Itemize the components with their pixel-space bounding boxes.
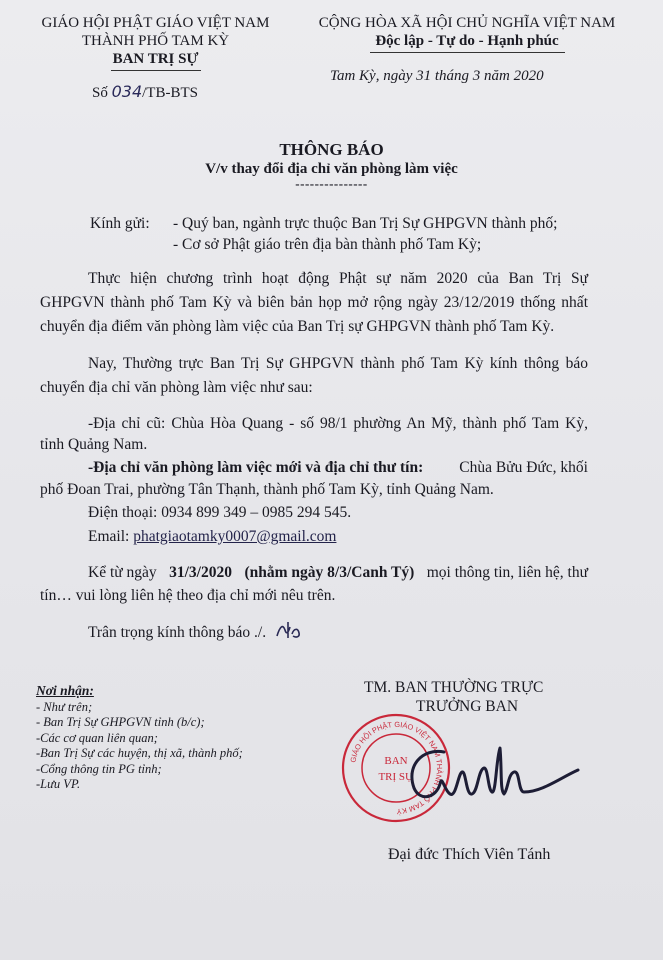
para2-line-2: chuyển địa chỉ văn phòng làm việc như sau: — [40, 379, 313, 396]
new-address-line-1 — [88, 457, 588, 478]
email-label: Email: — [88, 528, 130, 545]
old-address-line-1: -Địa chỉ cũ: Chùa Hòa Quang - số 98/1 phường An Mỹ, thành phố Tam Kỳ, — [88, 415, 588, 432]
phone-value: 0934 899 349 – 0985 294 545. — [161, 504, 352, 521]
closing-text: Trân trọng kính thông báo ./. — [88, 624, 267, 641]
state-line-1: CỘNG HÒA XÃ HỘI CHỦ NGHĨA VIỆT NAM — [318, 15, 616, 31]
issuer-line-2: THÀNH PHỐ TAM KỲ — [81, 33, 230, 49]
para3-prefix: Kể từ ngày — [88, 564, 157, 581]
distribution-item: -Lưu VP. — [36, 777, 81, 791]
new-address-label: -Địa chỉ văn phòng làm việc mới và địa chỉ thư tín: — [88, 459, 424, 476]
distribution-item: -Ban Trị Sự các huyện, thị xã, thành phố; — [36, 746, 243, 760]
signer-name: Đại đức Thích Viên Tánh — [388, 846, 551, 863]
para3-line-1 — [88, 562, 588, 583]
issuer-line-1: GIÁO HỘI PHẬT GIÁO VIỆT NAM — [41, 15, 270, 31]
document-subject: V/v thay đổi địa chỉ văn phòng làm việc — [205, 161, 458, 177]
new-address-rest: Chùa Bửu Đức, khối — [459, 459, 588, 476]
seal-ring-text: GIÁO HỘI PHẬT GIÁO VIỆT NAM THÀNH PHỐ TAM KỲ — [348, 719, 445, 817]
old-address-line-2: tỉnh Quảng Nam. — [40, 436, 148, 453]
motto-underline — [370, 52, 565, 53]
document-date: Tam Kỳ, ngày 31 tháng 3 năm 2020 — [330, 68, 544, 84]
phone-label: Điện thoại: — [88, 504, 158, 521]
para2-line-1: Nay, Thường trực Ban Trị Sự GHPGVN thành phố Tam Kỳ kính thông báo — [88, 355, 588, 372]
para3-suffix: mọi thông tin, liên hệ, thư — [426, 564, 588, 581]
distribution-title: Nơi nhận: — [36, 683, 94, 698]
document-number — [92, 82, 198, 102]
signer-role-1: TM. BAN THƯỜNG TRỰC — [364, 679, 544, 696]
addressee-item-1: - Quý ban, ngành trực thuộc Ban Trị Sự GHPGVN thành phố; — [173, 215, 558, 232]
distribution-item: -Các cơ quan liên quan; — [36, 730, 158, 745]
new-address-line-2: phố Đoan Trai, phường Tân Thạnh, thành phố Tam Kỳ, tỉnh Quảng Nam. — [40, 481, 494, 498]
issuer-line-3: BAN TRỊ SỰ — [112, 51, 199, 67]
document-number-prefix: Số — [92, 85, 108, 101]
para1-line-1: Thực hiện chương trình hoạt động Phật sự năm 2020 của Ban Trị Sự — [88, 270, 588, 287]
document-number-handwritten: 034 — [111, 82, 143, 101]
addressee-item-2: - Cơ sở Phật giáo trên địa bàn thành phố Tam Kỳ; — [173, 236, 482, 253]
seal-center-line-2: TRỊ SỰ — [378, 771, 414, 783]
para3-line-2: tín… vui lòng liên hệ theo địa chỉ mới nêu trên. — [40, 587, 336, 604]
para3-lunar-date: (nhằm ngày 8/3/Canh Tý) — [244, 564, 415, 581]
email-link[interactable]: phatgiaotamky0007@gmail.com — [133, 528, 337, 545]
para1-line-2: GHPGVN thành phố Tam Kỳ và biên bản họp mở rộng ngày 23/12/2019 thống nhất — [40, 294, 588, 311]
issuer-header — [28, 14, 283, 71]
title-divider: --------------- — [295, 176, 368, 191]
email-line — [88, 526, 336, 547]
issuer-underline — [111, 70, 201, 71]
seal-center-line-1: BAN — [384, 755, 408, 767]
state-header — [282, 14, 652, 53]
addressee-label: Kính gửi: — [90, 215, 150, 232]
closing-initials-mark — [274, 618, 304, 642]
distribution-item: -Cổng thông tin PG tỉnh; — [36, 761, 162, 776]
signer-role-2: TRƯỞNG BAN — [416, 698, 519, 715]
document-title: THÔNG BÁO — [279, 140, 384, 159]
distribution-list — [36, 683, 243, 793]
state-motto: Độc lập - Tự do - Hạnh phúc — [375, 33, 559, 49]
phone-line — [88, 502, 351, 523]
distribution-item: - Như trên; — [36, 699, 93, 714]
document-number-suffix: /TB-BTS — [142, 85, 198, 101]
para1-line-3: chuyển địa điểm văn phòng làm việc của Ban Trị sự GHPGVN thành phố Tam Kỳ. — [40, 318, 555, 335]
distribution-item: - Ban Trị Sự GHPGVN tỉnh (b/c); — [36, 715, 205, 729]
para3-date: 31/3/2020 — [169, 564, 232, 581]
handwritten-signature — [392, 730, 582, 816]
